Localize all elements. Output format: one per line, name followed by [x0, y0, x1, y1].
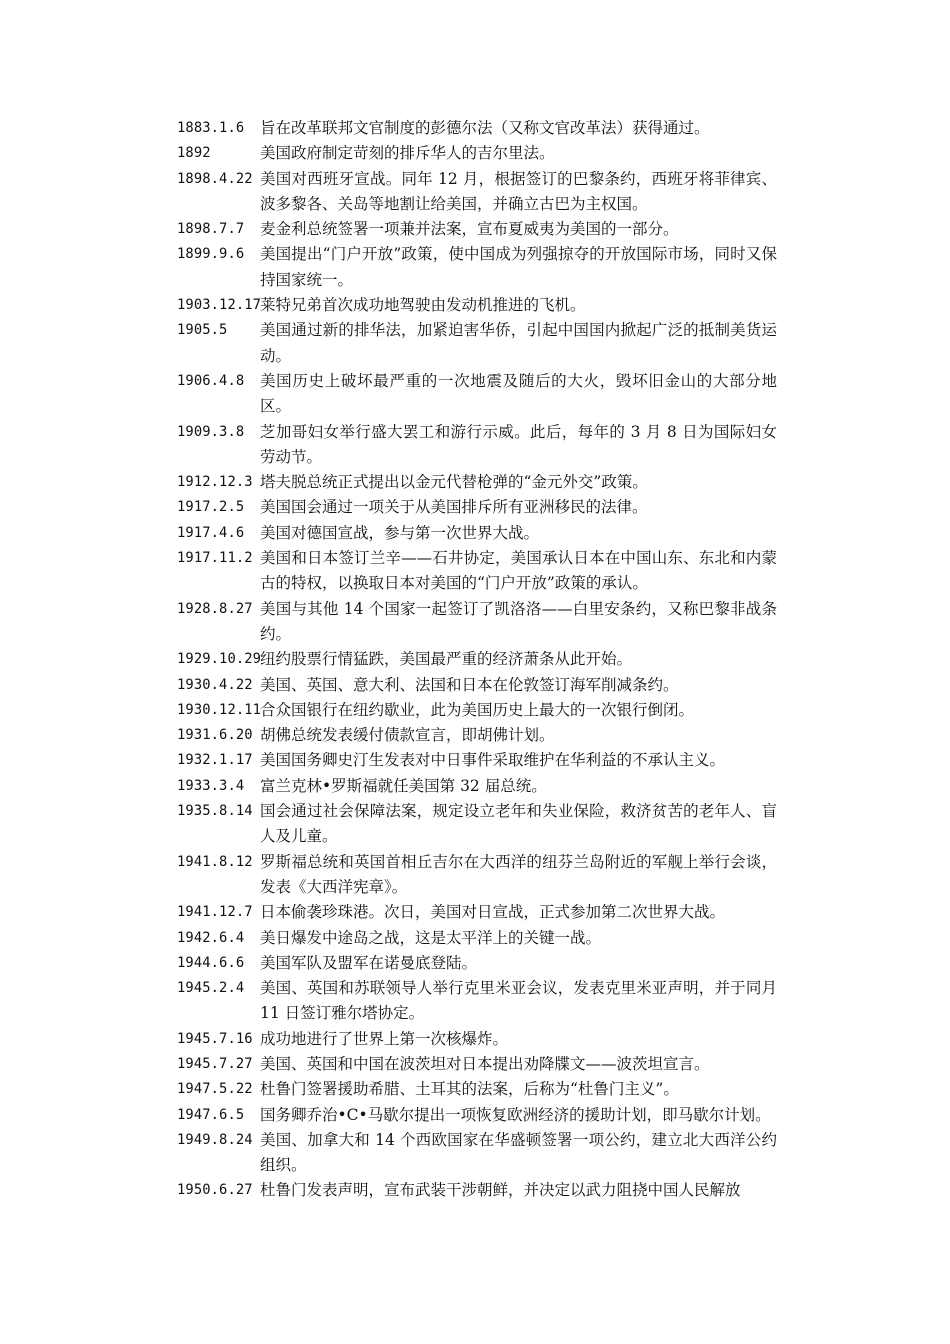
entry-date: 1909.3.8 [177, 423, 245, 440]
entry-text: 美国政府制定苛刻的排斥华人的吉尔里法。 [260, 144, 555, 163]
chronology-list [177, 116, 777, 1204]
entry-date: 1930.12.11 [177, 701, 262, 718]
entry-date: 1945.7.16 [177, 1030, 253, 1047]
chronology-entry [177, 647, 777, 672]
chronology-entry [177, 167, 777, 218]
entry-text: 杜鲁门签署援助希腊、土耳其的法案，后称为“杜鲁门主义”。 [260, 1080, 679, 1099]
chronology-entry [177, 976, 777, 1027]
entry-text: 美国对西班牙宣战。同年 12 月，根据签订的巴黎条约，西班牙将菲律宾、波多黎各、关岛等地割让给美国，并确立古巴为主权国。 [260, 169, 777, 213]
entry-text: 罗斯福总统和英国首相丘吉尔在大西洋的纽芬兰岛附近的军舰上举行会谈，发表《大西洋宪章》。 [260, 852, 777, 896]
chronology-entry [177, 495, 777, 520]
entry-date: 1898.4.22 [177, 170, 253, 187]
entry-date: 1947.5.22 [177, 1081, 253, 1098]
entry-date: 1950.6.27 [177, 1182, 253, 1199]
entry-date: 1947.6.5 [177, 1106, 245, 1123]
entry-date: 1949.8.24 [177, 1131, 253, 1148]
chronology-entry [177, 318, 777, 369]
chronology-entry [177, 926, 777, 951]
chronology-entry [177, 116, 777, 141]
entry-text: 成功地进行了世界上第一次核爆炸。 [260, 1029, 509, 1048]
entry-date: 1930.4.22 [177, 676, 253, 693]
entry-date: 1898.7.7 [177, 221, 245, 238]
entry-date: 1929.10.29 [177, 651, 262, 668]
chronology-entry [177, 521, 777, 546]
chronology-entry [177, 850, 777, 901]
entry-date: 1899.9.6 [177, 246, 245, 263]
entry-text: 合众国银行在纽约歇业，此为美国历史上最大的一次银行倒闭。 [260, 700, 695, 719]
entry-text: 国会通过社会保障法案，规定设立老年和失业保险，救济贫苦的老年人、盲人及儿童。 [260, 802, 777, 846]
chronology-entry [177, 748, 777, 773]
entry-date: 1917.11.2 [177, 550, 253, 567]
entry-text: 美国、加拿大和 14 个西欧国家在华盛顿签署一项公约，建立北大西洋公约组织。 [260, 1130, 777, 1175]
chronology-entry [177, 673, 777, 698]
entry-text: 杜鲁门发表声明，宣布武装干涉朝鲜，并决定以武力阻挠中国人民解放 [260, 1181, 741, 1200]
entry-text: 美国国会通过一项关于从美国排斥所有亚洲移民的法律。 [260, 498, 648, 517]
entry-text: 美国国务卿史汀生发表对中日事件采取维护在华利益的不承认主义。 [260, 751, 726, 770]
entry-date: 1931.6.20 [177, 727, 253, 744]
chronology-entry [177, 698, 777, 723]
chronology-entry [177, 774, 777, 799]
chronology-entry [177, 597, 777, 648]
chronology-entry [177, 1052, 777, 1077]
entry-text: 胡佛总统发表缓付债款宣言，即胡佛计划。 [260, 726, 555, 745]
entry-date: 1941.8.12 [177, 853, 253, 870]
chronology-entry [177, 1077, 777, 1102]
entry-text: 麦金利总统签署一项兼并法案，宣布夏威夷为美国的一部分。 [260, 220, 679, 239]
entry-date: 1905.5 [177, 322, 228, 339]
chronology-entry [177, 1128, 777, 1179]
entry-date: 1944.6.6 [177, 954, 245, 971]
entry-date: 1912.12.3 [177, 474, 253, 491]
entry-text: 美国和日本签订兰辛——石井协定，美国承认日本在中国山东、东北和内蒙古的特权，以换取日本对美国的“门户开放”政策的承认。 [260, 549, 777, 593]
entry-text: 美日爆发中途岛之战，这是太平洋上的关键一战。 [260, 928, 602, 947]
entry-text: 美国、英国和中国在波茨坦对日本提出劝降牒文——波茨坦宣言。 [260, 1054, 710, 1073]
entry-text: 富兰克林•罗斯福就任美国第 32 届总统。 [260, 776, 547, 795]
entry-text: 美国提出“门户开放”政策，使中国成为列强掠夺的开放国际市场，同时又保持国家统一。 [260, 245, 777, 289]
chronology-entry [177, 242, 777, 293]
entry-date: 1942.6.4 [177, 929, 245, 946]
chronology-entry [177, 1103, 777, 1128]
entry-text: 纽约股票行情猛跌，美国最严重的经济萧条从此开始。 [260, 650, 633, 669]
entry-date: 1892 [177, 145, 211, 162]
chronology-entry [177, 1027, 777, 1052]
chronology-entry [177, 369, 777, 420]
entry-text: 莱特兄弟首次成功地驾驶由发动机推进的飞机。 [260, 296, 586, 315]
entry-text: 美国与其他 14 个国家一起签订了凯洛洛——白里安条约，又称巴黎非战条约。 [260, 599, 777, 643]
entry-date: 1932.1.17 [177, 752, 253, 769]
entry-text: 美国对德国宣战，参与第一次世界大战。 [260, 523, 540, 542]
entry-date: 1917.4.6 [177, 524, 245, 541]
entry-text: 芝加哥妇女举行盛大罢工和游行示威。此后，每年的 3 月 8 日为国际妇女劳动节。 [260, 422, 777, 466]
chronology-entry [177, 723, 777, 748]
entry-date: 1903.12.17 [177, 297, 262, 314]
entry-text: 旨在改革联邦文官制度的彭德尔法（又称文官改革法）获得通过。 [260, 119, 710, 137]
chronology-entry [177, 293, 777, 318]
entry-text: 美国军队及盟军在诺曼底登陆。 [260, 953, 478, 972]
chronology-entry [177, 217, 777, 242]
chronology-entry [177, 1178, 777, 1203]
entry-text: 塔夫脱总统正式提出以金元代替枪弹的“金元外交”政策。 [260, 473, 648, 492]
entry-text: 日本偷袭珍珠港。次日，美国对日宣战，正式参加第二次世界大战。 [260, 903, 726, 922]
entry-date: 1941.12.7 [177, 904, 253, 921]
chronology-entry [177, 470, 777, 495]
entry-date: 1933.3.4 [177, 777, 245, 794]
entry-date: 1945.7.27 [177, 1055, 253, 1072]
chronology-entry [177, 900, 777, 925]
entry-text: 美国历史上破坏最严重的一次地震及随后的大火，毁坏旧金山的大部分地区。 [260, 371, 777, 416]
entry-text: 美国、英国和苏联领导人举行克里米亚会议，发表克里米亚声明，并于同月 11 日签订雅尔塔协定。 [260, 979, 777, 1023]
entry-date: 1906.4.8 [177, 372, 245, 389]
chronology-entry [177, 141, 777, 166]
entry-date: 1935.8.14 [177, 803, 253, 820]
chronology-entry [177, 799, 777, 850]
entry-text: 国务卿乔治•C•马歇尔提出一项恢复欧洲经济的援助计划，即马歇尔计划。 [260, 1105, 771, 1124]
entry-text: 美国、英国、意大利、法国和日本在伦敦签订海军削减条约。 [260, 675, 679, 694]
chronology-entry [177, 420, 777, 471]
entry-date: 1883.1.6 [177, 120, 245, 136]
entry-date: 1928.8.27 [177, 600, 253, 617]
chronology-entry [177, 951, 777, 976]
entry-text: 美国通过新的排华法，加紧迫害华侨，引起中国国内掀起广泛的抵制美货运动。 [260, 321, 777, 365]
entry-date: 1945.2.4 [177, 980, 245, 997]
chronology-entry [177, 546, 777, 597]
entry-date: 1917.2.5 [177, 499, 245, 516]
